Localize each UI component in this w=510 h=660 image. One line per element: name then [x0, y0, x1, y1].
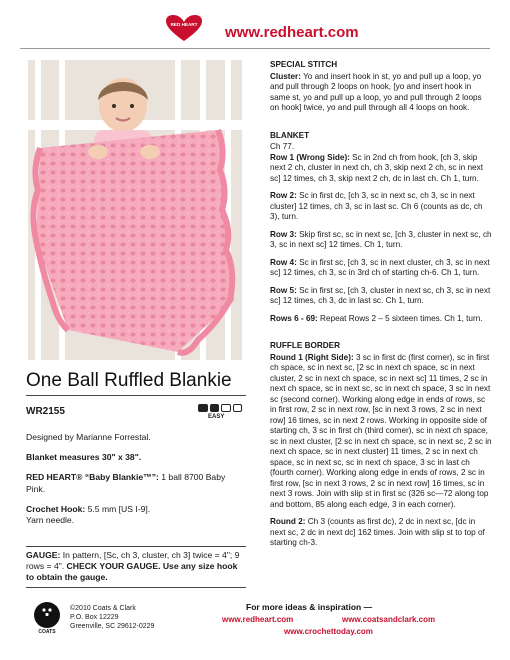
address-line: P.O. Box 12229 [70, 614, 119, 622]
skill-level-indicator [198, 404, 242, 420]
footer-link-redheart[interactable]: www.redheart.com [222, 615, 294, 624]
rows-6-69-label: Rows 6 - 69: [270, 313, 318, 323]
footer-link-coatsandclark[interactable]: www.coatsandclark.com [342, 615, 436, 624]
round-1-label: Round 1 (Right Side): [270, 352, 354, 362]
row-3-text: Skip first sc, sc in next sc, [ch 3, cluster in next sc, ch 3, sc in next sc] 12 times. Ch 1, turn. [270, 229, 492, 249]
yarn-label: RED HEART® “Baby Blankie™”: [26, 472, 159, 483]
round-2-label: Round 2: [270, 517, 306, 526]
row-4-label: Row 4: [270, 257, 297, 267]
instructions-column [270, 60, 492, 556]
round-1-instruction [270, 353, 492, 511]
gauge-box [26, 546, 246, 588]
skill-segment [221, 404, 231, 412]
row-3-label: Row 3: [270, 229, 297, 239]
pattern-code: WR2155 [26, 406, 65, 417]
blanket-photo [28, 60, 242, 360]
hook-info [26, 504, 246, 515]
gauge-value: In pattern, [Sc, ch 3, cluster, ch 3] twice = 4"; 9 rows = 4". [26, 550, 240, 572]
copyright-block [70, 604, 154, 631]
row-1-instruction [270, 153, 492, 185]
site-url-link[interactable]: www.redheart.com [225, 24, 359, 41]
header-divider [20, 48, 490, 49]
coats-logo[interactable] [34, 602, 60, 628]
pattern-title: One Ball Ruffled Blankie [26, 370, 232, 391]
skill-segment [198, 404, 208, 412]
row-5-label: Row 5: [270, 285, 297, 295]
red-heart-logo[interactable] [165, 14, 203, 42]
row-5-instruction [270, 286, 492, 307]
gauge-label: GAUGE: [26, 550, 61, 560]
hook-label: Crochet Hook: [26, 503, 86, 514]
round-2-instruction [270, 517, 492, 549]
hook-value: 5.5 mm [US I-9]. [85, 503, 151, 514]
yarn-value: 1 ball 8700 Baby Pink. [26, 472, 226, 494]
yarn-info [26, 472, 246, 494]
designer-credit: Designed by Marianne Forrestal. [26, 432, 151, 442]
row-4-text: Sc in first sc, [ch 3, sc in next cluster, ch 3, sc in next sc] 12 times, ch 3, sc in 3rd ch of starting ch-6. Ch 1, turn. [270, 257, 490, 277]
row-2-text: Sc in first dc, [ch 3, sc in next sc, ch 3, sc in next cluster] 12 times, ch 3, sc in last sc. Ch 6 (counts as dc, ch 3), turn. [270, 191, 483, 221]
cluster-label: Cluster: [270, 71, 301, 81]
rows-6-69-instruction [270, 314, 492, 325]
rows-6-69-text: Repeat Rows 2 – 5 sixteen times. Ch 1, turn. [317, 313, 483, 323]
copyright-line: ©2010 Coats & Clark [70, 605, 136, 612]
ruffle-border-heading: RUFFLE BORDER [270, 341, 341, 350]
more-ideas-heading: For more ideas & inspiration — [246, 602, 373, 612]
row-1-text: Sc in 2nd ch from hook, [ch 3, skip next 2 ch, cluster in next ch, ch 3, skip next 2 ch, sc in next sc] 12 times, ch 3, skip next 2 ch, dc in last ch. Ch 1, turn. [270, 152, 483, 183]
cluster-instruction [270, 72, 492, 114]
row-4-instruction [270, 258, 492, 279]
skill-level-bar [198, 404, 242, 412]
cluster-text: Yo and insert hook in st, yo and pull up a loop, yo and pull through 2 loops on hook, [yo and insert hook in same st, yo and pull up a loop, yo and pull through 2 loops on hook] twice, yo and pull through all 4 loops on hook. [270, 71, 482, 112]
row-1-label: Row 1 (Wrong Side): [270, 152, 350, 162]
page-footer [26, 596, 496, 656]
gauge-check: CHECK YOUR GAUGE. Use any size hook to obtain the gauge. [26, 561, 238, 583]
chain-instruction: Ch 77. [270, 142, 295, 151]
coats-logo-label: COATS [38, 629, 56, 635]
city-line: Greenville, SC 29612-0229 [70, 623, 155, 631]
row-5-text: Sc in first sc, [ch 3, cluster in next sc, ch 3, sc in next sc] 12 times, ch 3, dc in last sc. Ch 1, turn. [270, 285, 491, 305]
blanket-heading: BLANKET [270, 130, 310, 140]
row-2-instruction [270, 191, 492, 223]
skill-segment [233, 404, 243, 412]
skill-level-label: EASY [208, 414, 225, 420]
skill-segment [210, 404, 220, 412]
row-3-instruction [270, 230, 492, 251]
materials-column [26, 432, 246, 535]
title-divider [26, 395, 246, 396]
round-1-text: 3 sc in first dc (first corner), sc in first ch space, sc in next sc, [2 sc in next ch space, sc in next cluster, 2 sc in next ch space, sc in next sc] 11 times, 2 sc in next ch space, sc in next sc, sc in next ch space, 3 sc in next sc (second corner). Working along edge in ends of rows, sc in first row, 2 sc in next row, [sc in next 3 rows, 2 sc in next row] 16 times, sc in next 2 rows. Working in opposite side of starting ch, 3 sc in first ch (third corner), sc in next ch space, sc in next cluster, [2 sc in next ch space, sc in next sc, 2 sc in next ch space, sc in next cluster] 11 times, 2 sc in next ch space, sc in next sc, sc in next ch space, 3 sc in last ch (fourth corner). Working along edge in ends of rows, 2 sc in first row, [sc in next 3 rows, 2 sc in next row] 16 times, sc in next 3 rows. Join with slip st in first sc (326 sc—72 along top and bottom, 85 along each edge, 3 in each corner). [270, 352, 492, 509]
page-header [20, 14, 490, 54]
round-2-text: Ch 3 (counts as first dc), 2 dc in next sc, [dc in next sc, 2 dc in next dc] 162 times. Join with slip st to top of starting ch-3. [270, 517, 485, 547]
row-2-label: Row 2: [270, 191, 297, 200]
blanket-measurement: Blanket measures 30" x 38". [26, 452, 142, 463]
footer-link-crochettoday[interactable]: www.crochettoday.com [284, 627, 373, 636]
logo-text: RED HEART [170, 22, 198, 27]
coats-logo-mark [41, 607, 53, 617]
special-stitch-heading: SPECIAL STITCH [270, 60, 338, 69]
needle-info: Yarn needle. [26, 514, 75, 525]
